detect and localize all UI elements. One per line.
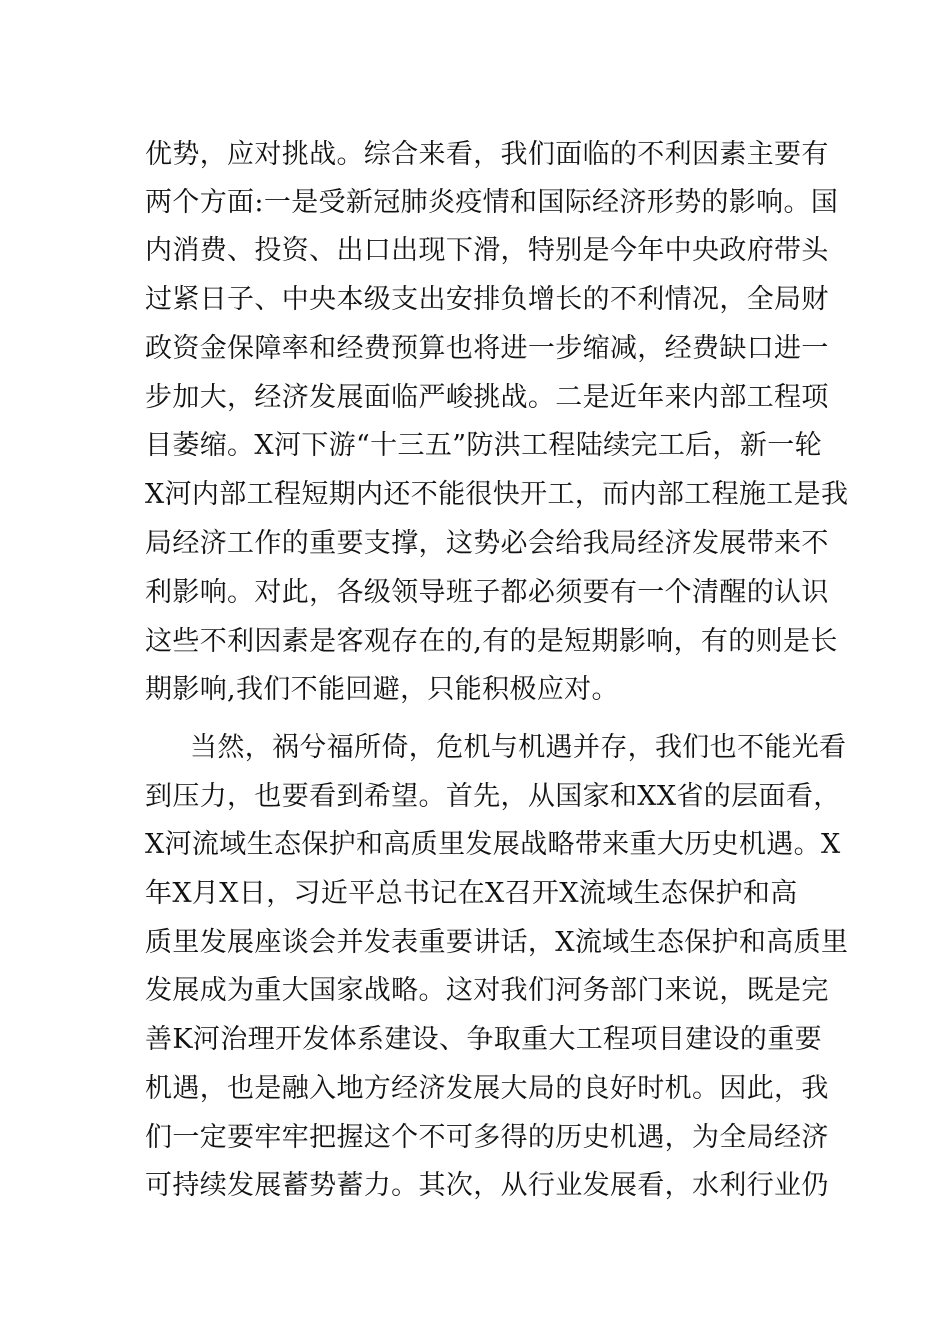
text-line: 步加大，经济发展面临严峻挑战。二是近年来内部工程项 <box>145 382 829 413</box>
text-line: 机遇，也是融入地方经济发展大局的良好时机。因此，我 <box>145 1073 829 1104</box>
text-line: 过紧日子、中央本级支出安排负增长的不利情况，全局财 <box>145 284 829 315</box>
text-line: 期影响,我们不能回避，只能积极应对。 <box>145 674 619 705</box>
text-line: 利影响。对此，各级领导班子都必须要有一个清醒的认识 <box>145 577 829 608</box>
text-line: X河流域生态保护和高质里发展战略带来重大历史机遇。X <box>145 829 841 860</box>
text-line: 两个方面:一是受新冠肺炎疫情和国际经济形势的影响。国 <box>145 187 839 218</box>
text-line: 发展成为重大国家战略。这对我们河务部门来说，既是完 <box>145 975 829 1006</box>
text-line: 局经济工作的重要支撑，这势必会给我局经济发展带来不 <box>145 528 829 559</box>
text-line: 优势，应对挑战。综合来看，我们面临的不利因素主要有 <box>145 139 829 170</box>
text-line: 们一定要牢牢把握这个不可多得的历史机遇，为全局经济 <box>145 1122 829 1153</box>
text-line: 质里发展座谈会并发表重要讲话，X流域生态保护和高质里 <box>145 927 849 958</box>
text-line: X河内部工程短期内还不能很快开工，而内部工程施工是我 <box>145 479 849 510</box>
text-line: 可持续发展蓄势蓄力。其次，从行业发展看，水利行业仍 <box>145 1170 829 1201</box>
text-line: 这些不利因素是客观存在的,有的是短期影响，有的则是长 <box>145 626 838 657</box>
text-line: 目萎缩。X河下游“十三五”防洪工程陆续完工后，新一轮 <box>145 430 822 461</box>
text-line: 内消费、投资、出口出现下滑，特别是今年中央政府带头 <box>145 235 829 266</box>
paragraph-first-line: 当然，祸兮福所倚，危机与机遇并存，我们也不能光看 <box>190 732 847 763</box>
text-line: 到压力，也要看到希望。首先，从国家和XX省的层面看， <box>145 781 841 812</box>
text-line: 政资金保障率和经费预算也将进一步缩减，经费缺口进一 <box>145 333 829 364</box>
text-line: 年X月X日，习近平总书记在X召开X流域生态保护和高 <box>145 878 798 909</box>
text-line: 善K河治理开发体系建设、争取重大工程项目建设的重要 <box>145 1024 822 1055</box>
